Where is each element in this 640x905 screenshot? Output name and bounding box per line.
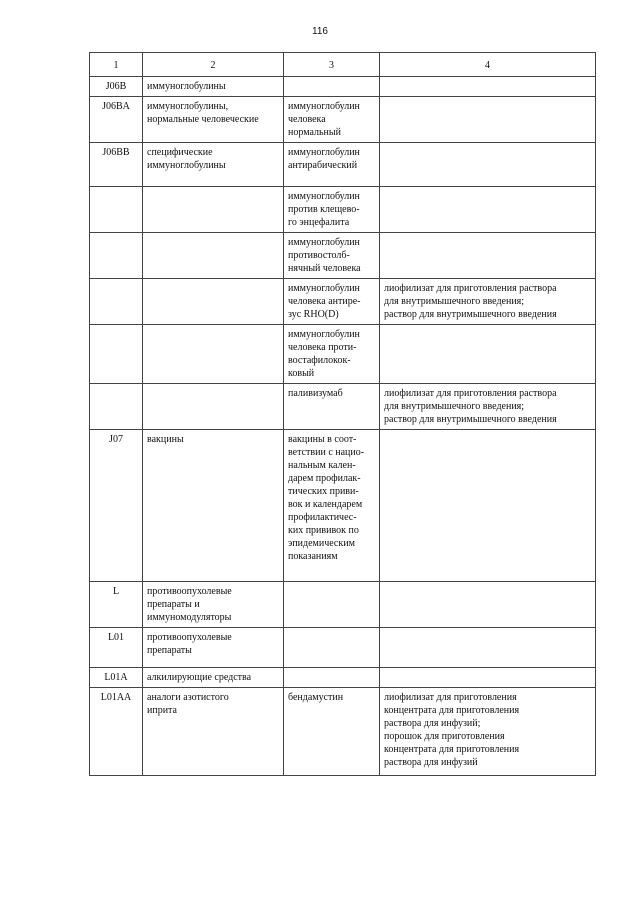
table-row (90, 384, 596, 430)
drug-cell (284, 279, 380, 325)
group-cell (143, 233, 284, 279)
drug-cell-line: дарем профилак- (288, 473, 361, 484)
dosage-form-cell-line: концентрата для приготовления (384, 705, 520, 716)
drug-cell-line: бендамустин (288, 692, 344, 703)
drug-cell-line: против клещево- (288, 204, 360, 215)
drug-cell (284, 187, 380, 233)
group-cell-line: противоопухолевые (147, 632, 232, 643)
table-row (90, 688, 596, 776)
table-row (90, 233, 596, 279)
code-cell: L01 (90, 628, 143, 668)
page-number: 116 (312, 26, 328, 37)
table-row (90, 668, 596, 688)
code-cell (90, 187, 143, 233)
group-cell-line: аналоги азотистого (147, 692, 229, 703)
group-cell (143, 187, 284, 233)
drug-cell-line: антирабический (288, 160, 358, 171)
dosage-form-cell (380, 430, 596, 582)
table-row (90, 97, 596, 143)
drug-cell-line: человека проти- (288, 342, 357, 353)
group-cell-line: алкилирующие средства (147, 672, 252, 683)
drug-cell (284, 77, 380, 97)
header-cell-2: 2 (143, 53, 284, 77)
dosage-form-cell (380, 97, 596, 143)
group-cell-line: противоопухолевые (147, 586, 232, 597)
group-cell (143, 77, 284, 97)
group-cell-line: иммуноглобулины, (147, 101, 229, 112)
drug-cell-line: го энцефалита (288, 217, 350, 228)
group-cell (143, 143, 284, 187)
dosage-form-cell (380, 688, 596, 776)
dosage-form-cell-line: для внутримышечного введения; (384, 401, 525, 412)
group-cell-line: специфические (147, 147, 213, 158)
dosage-form-cell (380, 384, 596, 430)
drug-cell (284, 143, 380, 187)
drug-cell-line: зус RHO(D) (288, 309, 339, 320)
table-row (90, 187, 596, 233)
group-cell (143, 97, 284, 143)
group-cell (143, 325, 284, 384)
group-cell (143, 279, 284, 325)
group-cell-line: иприта (147, 705, 177, 716)
dosage-form-cell-line: для внутримышечного введения; (384, 296, 525, 307)
dosage-form-cell (380, 628, 596, 668)
group-cell (143, 668, 284, 688)
dosage-form-cell (380, 143, 596, 187)
code-cell (90, 325, 143, 384)
drug-cell (284, 430, 380, 582)
drug-cell-line: иммуноглобулин (288, 147, 360, 158)
drug-cell (284, 668, 380, 688)
header-cell-4: 4 (380, 53, 596, 77)
group-cell (143, 430, 284, 582)
drug-cell-line: вок и календарем (288, 499, 363, 510)
drug-cell-line: человека (288, 114, 326, 125)
code-cell: J06B (90, 77, 143, 97)
table-row (90, 628, 596, 668)
code-cell: L01A (90, 668, 143, 688)
dosage-form-cell-line: концентрата для приготовления (384, 744, 520, 755)
table-row (90, 77, 596, 97)
group-cell (143, 582, 284, 628)
group-cell-line: препараты и (147, 599, 200, 610)
drug-cell-line: человека антире- (288, 296, 361, 307)
dosage-form-cell-line: раствор для внутримышечного введения (384, 309, 557, 320)
drug-cell-line: нальным кален- (288, 460, 356, 471)
group-cell-line: иммуномодуляторы (147, 612, 232, 623)
drug-cell (284, 582, 380, 628)
drug-cell-line: нормальный (288, 127, 341, 138)
group-cell-line: иммуноглобулины (147, 160, 226, 171)
dosage-form-cell (380, 187, 596, 233)
table-row (90, 279, 596, 325)
group-cell-line: вакцины (147, 434, 184, 445)
dosage-form-cell-line: лиофилизат для приготовления (384, 692, 517, 703)
drug-cell-line: иммуноглобулин (288, 101, 360, 112)
header-cell-1: 1 (90, 53, 143, 77)
dosage-form-cell-line: раствор для внутримышечного введения (384, 414, 557, 425)
dosage-form-cell (380, 77, 596, 97)
code-cell: J07 (90, 430, 143, 582)
drug-cell-line: профилактичес- (288, 512, 357, 523)
medication-table (89, 52, 596, 776)
code-cell: L01AA (90, 688, 143, 776)
drug-cell-line: ковый (288, 368, 315, 379)
group-cell-line: иммуноглобулины (147, 81, 226, 92)
drug-cell-line: тических приви- (288, 486, 359, 497)
drug-cell-line: востафилокок- (288, 355, 351, 366)
dosage-form-cell-line: лиофилизат для приготовления раствора (384, 283, 557, 294)
drug-cell-line: иммуноглобулин (288, 283, 360, 294)
code-cell: L (90, 582, 143, 628)
table-row (90, 143, 596, 187)
group-cell (143, 628, 284, 668)
drug-cell (284, 325, 380, 384)
drug-cell-line: нячный человека (288, 263, 361, 274)
dosage-form-cell-line: раствора для инфузий; (384, 718, 481, 729)
dosage-form-cell (380, 279, 596, 325)
drug-cell (284, 233, 380, 279)
group-cell-line: препараты (147, 645, 192, 656)
dosage-form-cell (380, 325, 596, 384)
code-cell: J06BA (90, 97, 143, 143)
drug-cell-line: показаниям (288, 551, 338, 562)
dosage-form-cell (380, 668, 596, 688)
header-cell-3: 3 (284, 53, 380, 77)
table-row (90, 430, 596, 582)
drug-cell-line: иммуноглобулин (288, 191, 360, 202)
group-cell-line: нормальные человеческие (147, 114, 259, 125)
drug-cell-line: эпидемическим (288, 538, 355, 549)
group-cell (143, 384, 284, 430)
drug-cell (284, 384, 380, 430)
drug-cell-line: противостолб- (288, 250, 350, 261)
code-cell: J06BB (90, 143, 143, 187)
code-cell (90, 384, 143, 430)
drug-cell-line: паливизумаб (288, 388, 343, 399)
drug-cell (284, 688, 380, 776)
drug-cell-line: иммуноглобулин (288, 329, 360, 340)
drug-cell-line: вакцины в соот- (288, 434, 357, 445)
drug-cell (284, 97, 380, 143)
dosage-form-cell-line: порошок для приготовления (384, 731, 505, 742)
drug-cell-line: ветствии с нацио- (288, 447, 365, 458)
drug-cell-line: ких прививок по (288, 525, 359, 536)
drug-cell (284, 628, 380, 668)
dosage-form-cell-line: раствора для инфузий (384, 757, 478, 768)
drug-cell-line: иммуноглобулин (288, 237, 360, 248)
table-row (90, 582, 596, 628)
group-cell (143, 688, 284, 776)
table-row (90, 325, 596, 384)
table-header-row (90, 53, 596, 77)
code-cell (90, 279, 143, 325)
dosage-form-cell (380, 233, 596, 279)
dosage-form-cell-line: лиофилизат для приготовления раствора (384, 388, 557, 399)
code-cell (90, 233, 143, 279)
dosage-form-cell (380, 582, 596, 628)
